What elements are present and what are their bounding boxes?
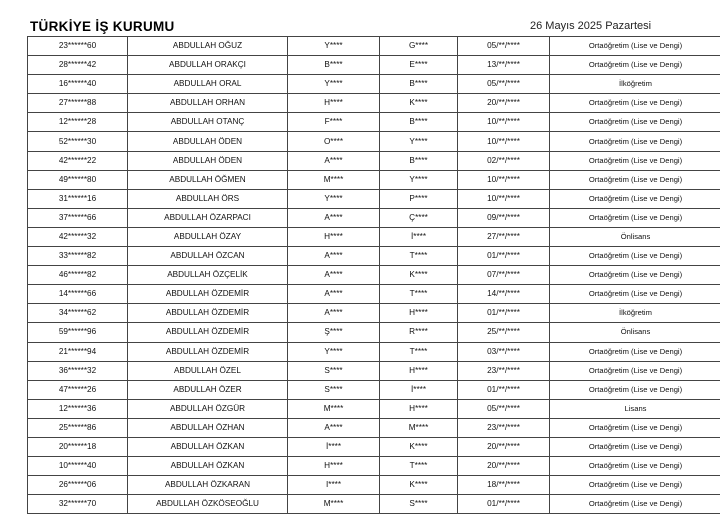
name-cell: ABDULLAH ÖZDEMİR: [128, 304, 288, 323]
mother-initial-cell: K****: [380, 476, 458, 495]
birth-date-cell: 01/**/****: [458, 380, 550, 399]
education-cell: İlköğretim: [550, 75, 720, 94]
education-cell: Ortaöğretim (Lise ve Dengi): [550, 437, 720, 456]
id-cell: 42******32: [28, 227, 128, 246]
name-cell: ABDULLAH ÖZDEMİR: [128, 285, 288, 304]
father-initial-cell: S****: [288, 361, 380, 380]
mother-initial-cell: K****: [380, 266, 458, 285]
name-cell: ABDULLAH ÖZCAN: [128, 247, 288, 266]
mother-initial-cell: E****: [380, 56, 458, 75]
id-cell: 47******26: [28, 380, 128, 399]
birth-date-cell: 05/**/****: [458, 37, 550, 56]
mother-initial-cell: G****: [380, 37, 458, 56]
name-cell: ABDULLAH ÖZAY: [128, 227, 288, 246]
page-header: [0, 0, 720, 36]
name-cell: ABDULLAH ORAL: [128, 75, 288, 94]
mother-initial-cell: T****: [380, 457, 458, 476]
mother-initial-cell: T****: [380, 247, 458, 266]
name-cell: ABDULLAH ÖZKÖSEOĞLU: [128, 495, 288, 514]
father-initial-cell: Y****: [288, 75, 380, 94]
id-cell: 14******66: [28, 285, 128, 304]
name-cell: ABDULLAH ÖZKAN: [128, 457, 288, 476]
birth-date-cell: 13/**/****: [458, 56, 550, 75]
education-cell: Ortaöğretim (Lise ve Dengi): [550, 247, 720, 266]
birth-date-cell: 05/**/****: [458, 75, 550, 94]
table-row: [28, 151, 720, 170]
id-cell: 46******82: [28, 266, 128, 285]
father-initial-cell: M****: [288, 170, 380, 189]
education-cell: Ortaöğretim (Lise ve Dengi): [550, 56, 720, 75]
table-row: [28, 113, 720, 132]
name-cell: ABDULLAH ÖĞMEN: [128, 170, 288, 189]
id-cell: 32******70: [28, 495, 128, 514]
mother-initial-cell: H****: [380, 399, 458, 418]
id-cell: 27******88: [28, 94, 128, 113]
birth-date-cell: 18/**/****: [458, 476, 550, 495]
mother-initial-cell: B****: [380, 113, 458, 132]
name-cell: ABDULLAH ÖZKAN: [128, 437, 288, 456]
document-date: 26 Mayıs 2025 Pazartesi: [530, 20, 651, 32]
id-cell: 10******40: [28, 457, 128, 476]
table-row: [28, 266, 720, 285]
table-row: [28, 437, 720, 456]
birth-date-cell: 01/**/****: [458, 495, 550, 514]
id-cell: 36******32: [28, 361, 128, 380]
table-row: [28, 56, 720, 75]
mother-initial-cell: H****: [380, 304, 458, 323]
education-cell: Ortaöğretim (Lise ve Dengi): [550, 208, 720, 227]
name-cell: ABDULLAH ÖZDEMİR: [128, 323, 288, 342]
father-initial-cell: S****: [288, 380, 380, 399]
education-cell: Ortaöğretim (Lise ve Dengi): [550, 418, 720, 437]
birth-date-cell: 27/**/****: [458, 227, 550, 246]
birth-date-cell: 10/**/****: [458, 132, 550, 151]
id-cell: 12******36: [28, 399, 128, 418]
birth-date-cell: 10/**/****: [458, 189, 550, 208]
table-row: [28, 323, 720, 342]
mother-initial-cell: T****: [380, 342, 458, 361]
father-initial-cell: A****: [288, 304, 380, 323]
id-cell: 42******22: [28, 151, 128, 170]
birth-date-cell: 25/**/****: [458, 323, 550, 342]
education-cell: Ortaöğretim (Lise ve Dengi): [550, 113, 720, 132]
father-initial-cell: A****: [288, 247, 380, 266]
mother-initial-cell: İ****: [380, 227, 458, 246]
education-cell: Ortaöğretim (Lise ve Dengi): [550, 37, 720, 56]
records-table-body: [28, 37, 720, 514]
birth-date-cell: 10/**/****: [458, 170, 550, 189]
name-cell: ABDULLAH ÖZEL: [128, 361, 288, 380]
table-row: [28, 170, 720, 189]
education-cell: Ortaöğretim (Lise ve Dengi): [550, 285, 720, 304]
name-cell: ABDULLAH OTANÇ: [128, 113, 288, 132]
records-table: [27, 36, 720, 514]
education-cell: Ortaöğretim (Lise ve Dengi): [550, 132, 720, 151]
education-cell: Önlisans: [550, 227, 720, 246]
mother-initial-cell: R****: [380, 323, 458, 342]
table-row: [28, 457, 720, 476]
father-initial-cell: I****: [288, 476, 380, 495]
father-initial-cell: A****: [288, 151, 380, 170]
name-cell: ABDULLAH ÖZKARAN: [128, 476, 288, 495]
mother-initial-cell: H****: [380, 361, 458, 380]
id-cell: 49******80: [28, 170, 128, 189]
birth-date-cell: 23/**/****: [458, 361, 550, 380]
id-cell: 23******60: [28, 37, 128, 56]
name-cell: ABDULLAH ORAKÇI: [128, 56, 288, 75]
education-cell: Ortaöğretim (Lise ve Dengi): [550, 361, 720, 380]
id-cell: 31******16: [28, 189, 128, 208]
mother-initial-cell: B****: [380, 75, 458, 94]
mother-initial-cell: B****: [380, 151, 458, 170]
father-initial-cell: M****: [288, 399, 380, 418]
id-cell: 20******18: [28, 437, 128, 456]
birth-date-cell: 20/**/****: [458, 457, 550, 476]
table-row: [28, 380, 720, 399]
education-cell: Ortaöğretim (Lise ve Dengi): [550, 170, 720, 189]
mother-initial-cell: M****: [380, 418, 458, 437]
id-cell: 16******40: [28, 75, 128, 94]
education-cell: Ortaöğretim (Lise ve Dengi): [550, 476, 720, 495]
id-cell: 34******62: [28, 304, 128, 323]
father-initial-cell: İ****: [288, 437, 380, 456]
birth-date-cell: 03/**/****: [458, 342, 550, 361]
birth-date-cell: 09/**/****: [458, 208, 550, 227]
id-cell: 25******86: [28, 418, 128, 437]
education-cell: Lisans: [550, 399, 720, 418]
table-row: [28, 399, 720, 418]
name-cell: ABDULLAH ÖDEN: [128, 151, 288, 170]
father-initial-cell: A****: [288, 418, 380, 437]
table-row: [28, 342, 720, 361]
birth-date-cell: 01/**/****: [458, 304, 550, 323]
name-cell: ABDULLAH ÖZHAN: [128, 418, 288, 437]
id-cell: 59******96: [28, 323, 128, 342]
name-cell: ABDULLAH ÖRS: [128, 189, 288, 208]
id-cell: 37******66: [28, 208, 128, 227]
mother-initial-cell: İ****: [380, 380, 458, 399]
table-row: [28, 418, 720, 437]
table-row: [28, 247, 720, 266]
father-initial-cell: A****: [288, 266, 380, 285]
father-initial-cell: F****: [288, 113, 380, 132]
table-row: [28, 304, 720, 323]
father-initial-cell: B****: [288, 56, 380, 75]
father-initial-cell: Y****: [288, 342, 380, 361]
education-cell: Ortaöğretim (Lise ve Dengi): [550, 189, 720, 208]
table-row: [28, 495, 720, 514]
father-initial-cell: M****: [288, 495, 380, 514]
table-row: [28, 361, 720, 380]
name-cell: ABDULLAH ÖZGÜR: [128, 399, 288, 418]
name-cell: ABDULLAH OĞUZ: [128, 37, 288, 56]
education-cell: Ortaöğretim (Lise ve Dengi): [550, 495, 720, 514]
table-row: [28, 208, 720, 227]
birth-date-cell: 20/**/****: [458, 437, 550, 456]
mother-initial-cell: P****: [380, 189, 458, 208]
name-cell: ABDULLAH ÖZÇELİK: [128, 266, 288, 285]
education-cell: İlköğretim: [550, 304, 720, 323]
education-cell: Ortaöğretim (Lise ve Dengi): [550, 151, 720, 170]
birth-date-cell: 07/**/****: [458, 266, 550, 285]
organization-title: TÜRKİYE İŞ KURUMU: [30, 19, 175, 34]
name-cell: ABDULLAH ÖZDEMİR: [128, 342, 288, 361]
name-cell: ABDULLAH ÖZARPACI: [128, 208, 288, 227]
mother-initial-cell: K****: [380, 437, 458, 456]
education-cell: Ortaöğretim (Lise ve Dengi): [550, 457, 720, 476]
name-cell: ABDULLAH ÖDEN: [128, 132, 288, 151]
father-initial-cell: H****: [288, 457, 380, 476]
id-cell: 21******94: [28, 342, 128, 361]
father-initial-cell: A****: [288, 285, 380, 304]
birth-date-cell: 02/**/****: [458, 151, 550, 170]
birth-date-cell: 14/**/****: [458, 285, 550, 304]
education-cell: Önlisans: [550, 323, 720, 342]
table-row: [28, 132, 720, 151]
mother-initial-cell: S****: [380, 495, 458, 514]
id-cell: 28******42: [28, 56, 128, 75]
id-cell: 26******06: [28, 476, 128, 495]
table-row: [28, 227, 720, 246]
birth-date-cell: 01/**/****: [458, 247, 550, 266]
id-cell: 52******30: [28, 132, 128, 151]
father-initial-cell: H****: [288, 227, 380, 246]
table-row: [28, 37, 720, 56]
birth-date-cell: 10/**/****: [458, 113, 550, 132]
father-initial-cell: A****: [288, 208, 380, 227]
father-initial-cell: Y****: [288, 189, 380, 208]
name-cell: ABDULLAH ORHAN: [128, 94, 288, 113]
mother-initial-cell: Ç****: [380, 208, 458, 227]
education-cell: Ortaöğretim (Lise ve Dengi): [550, 94, 720, 113]
education-cell: Ortaöğretim (Lise ve Dengi): [550, 266, 720, 285]
mother-initial-cell: Y****: [380, 132, 458, 151]
table-row: [28, 285, 720, 304]
father-initial-cell: Y****: [288, 37, 380, 56]
birth-date-cell: 05/**/****: [458, 399, 550, 418]
name-cell: ABDULLAH ÖZER: [128, 380, 288, 399]
id-cell: 12******28: [28, 113, 128, 132]
id-cell: 33******82: [28, 247, 128, 266]
father-initial-cell: H****: [288, 94, 380, 113]
father-initial-cell: O****: [288, 132, 380, 151]
mother-initial-cell: K****: [380, 94, 458, 113]
birth-date-cell: 23/**/****: [458, 418, 550, 437]
birth-date-cell: 20/**/****: [458, 94, 550, 113]
table-row: [28, 75, 720, 94]
father-initial-cell: Ş****: [288, 323, 380, 342]
table-row: [28, 189, 720, 208]
table-row: [28, 476, 720, 495]
education-cell: Ortaöğretim (Lise ve Dengi): [550, 380, 720, 399]
education-cell: Ortaöğretim (Lise ve Dengi): [550, 342, 720, 361]
mother-initial-cell: T****: [380, 285, 458, 304]
table-row: [28, 94, 720, 113]
mother-initial-cell: Y****: [380, 170, 458, 189]
